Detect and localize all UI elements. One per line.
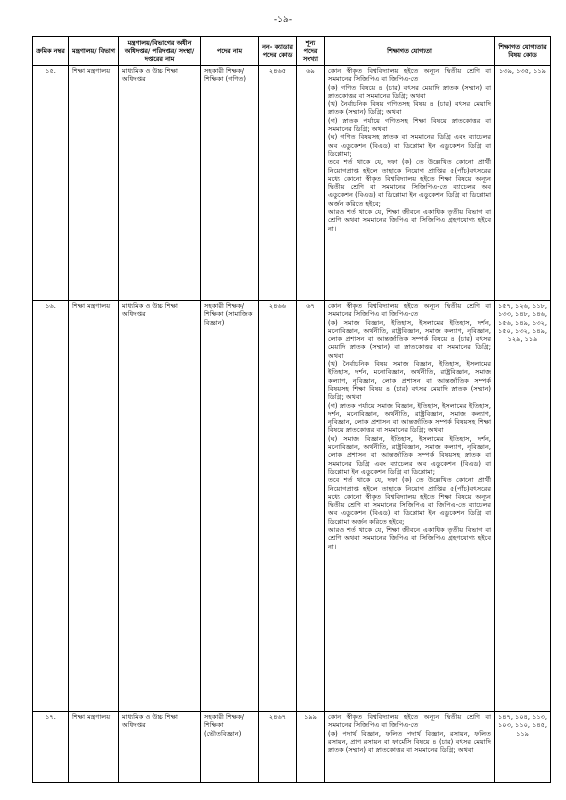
row-department: মাধ্যমিক ও উচ্চ শিক্ষা অধিদপ্তর xyxy=(119,712,201,783)
row-department: মাধ্যমিক ও উচ্চ শিক্ষা অধিদপ্তর xyxy=(119,301,201,712)
table-row xyxy=(33,712,551,783)
qualification-line: (গ) স্নাতক পর্যায়ে সমাজ বিজ্ঞান, ইতিহাস, ইসলামের ইতিহাস, দর্শন, মনোবিজ্ঞান, অর্থনীতি, রাষ্ট্রবিজ্ঞান, সমাজ কল্যাণ, নৃবিজ্ঞান, লোক প্রশাসন বা আন্তর্জাতিক সম্পর্ক বিষয়সহ শিক্ষা বিষয়ে স্নাতকোত্তর বা সমমানের ডিগ্রি; অথবা xyxy=(328,401,491,435)
header-qualification: শিক্ষাগত যোগ্যতা xyxy=(325,37,495,66)
row-subject-code: ১৩৯, ১৩৫, ১১৯ xyxy=(495,66,551,301)
vacancy-table xyxy=(32,36,551,783)
row-code: ২৪৬৭ xyxy=(259,712,297,783)
header-subject-code: শিক্ষাগত যোগ্যতার বিষয় কোড xyxy=(495,37,551,66)
page-number: -১৯- xyxy=(273,15,293,25)
qualification-line: কোন স্বীকৃত বিশ্ববিদ্যালয় হইতে অন্যূন দ্বিতীয় শ্রেণি বা সমমানের সিজিপিএ বা জিপিএ-তে xyxy=(328,302,491,319)
row-serial: ১৫. xyxy=(33,66,69,301)
qualification-line: আরও শর্ত থাকে যে, শিক্ষা জীবনে একাধিক তৃতীয় বিভাগ বা শ্রেণি অথবা সমমানের জিপিএ বা সিজিপিএ গ্রহণযোগ্য হইবে না। xyxy=(328,208,491,233)
qualification-line: (ক) গণিত বিষয়ে ৪ (চার) বৎসর মেয়াদি স্নাতক (সম্মান) বা স্নাতকোত্তর বা সমমানের ডিগ্রি; অথবা xyxy=(328,83,491,100)
row-serial: ১৬. xyxy=(33,301,69,712)
header-ministry: মন্ত্রণালয়/ বিভাগ xyxy=(69,37,119,66)
row-post: সহকারী শিক্ষক/ শিক্ষিকা (গণিত) xyxy=(201,66,259,301)
table-row xyxy=(33,66,551,301)
qualification-line: তবে শর্ত থাকে যে, দফা (ক) তে উল্লেখিত কোনো প্রার্থী নিয়োগপ্রাপ্ত হইলে তাহাকে নিয়োগ প্রাপ্তির ৫(পাঁচ)বৎসরের মধ্যে কোনো স্বীকৃত বিশ্ববিদ্যালয় হইতে শিক্ষা বিষয়ে অন্যূন দ্বিতীয় শ্রেণি বা সমমানের সিজিপিএ বা জিপিএ-তে ব্যাচেলর অব এডুকেশন (বিএড) বা ডিপ্লোমা ইন এডুকেশন ডিগ্রি বা ডিপ্লোমা অর্জন করিতে হইবে; xyxy=(328,476,491,526)
row-qualification xyxy=(325,66,495,301)
row-ministry: শিক্ষা মন্ত্রণালয় xyxy=(69,712,119,783)
table-header-row xyxy=(33,37,551,66)
row-ministry: শিক্ষা মন্ত্রণালয় xyxy=(69,301,119,712)
qualification-line: কোন স্বীকৃত বিশ্ববিদ্যালয় হইতে অন্যূন দ্বিতীয় শ্রেণি বা সমমানের সিজিপিএ বা জিপিএ-তে xyxy=(328,713,491,730)
row-subject-code: ১৫৭, ১২৬, ১১৮, ১৩৩, ১৪৮, ১৪৬, ১৫৬, ১৪৯, ১৩২, ১৫০, ১৩২, ১৪৯, ১২৯, ১১৯ xyxy=(495,301,551,712)
row-post: সহকারী শিক্ষক/ শিক্ষিকা (সামাজিক বিজ্ঞান) xyxy=(201,301,259,712)
header-code: নন- ক্যাডার পদের কোড xyxy=(259,37,297,66)
header-post: পদের নাম xyxy=(201,37,259,66)
row-department: মাধ্যমিক ও উচ্চ শিক্ষা অধিদপ্তর xyxy=(119,66,201,301)
row-vacancy: ৬৭ xyxy=(297,301,325,712)
header-vacancy: শূন্য পদের সংখ্যা xyxy=(297,37,325,66)
row-qualification xyxy=(325,712,495,783)
row-serial: ১৭. xyxy=(33,712,69,783)
row-code: ২৪৬৬ xyxy=(259,301,297,712)
row-qualification xyxy=(325,301,495,712)
row-post: সহকারী শিক্ষক/ শিক্ষিকা (ভৌতবিজ্ঞান) xyxy=(201,712,259,783)
qualification-line: কোন স্বীকৃত বিশ্ববিদ্যালয় হইতে অন্যূন দ্বিতীয় শ্রেণি বা সমমানের সিজিপিএ বা জিপিএ-তে xyxy=(328,67,491,84)
row-ministry: শিক্ষা মন্ত্রণালয় xyxy=(69,66,119,301)
row-subject-code: ১৪৭, ১০৪, ১১৩, ১০৩, ১১০, ১৪৫, ১১৯ xyxy=(495,712,551,783)
qualification-line: (ঘ) সমাজ বিজ্ঞান, ইতিহাস, ইসলামের ইতিহাস, দর্শন, মনোবিজ্ঞান, অর্থনীতি, রাষ্ট্রবিজ্ঞান, সমাজ কল্যাণ, নৃবিজ্ঞান, লোক প্রশাসন বা আন্তর্জাতিক সম্পর্ক বিষয়সহ স্নাতক বা সমমানের ডিগ্রি এবং ব্যাচেলর অব এডুকেশন (বিএড) বা ডিপ্লোমা ইন এডুকেশন ডিগ্রি বা ডিপ্লোমা; xyxy=(328,434,491,476)
header-serial: ক্রমিক নম্বর xyxy=(33,37,69,66)
qualification-line: (ক) সমাজ বিজ্ঞান, ইতিহাস, ইসলামের ইতিহাস, দর্শন, মনোবিজ্ঞান, অর্থনীতি, রাষ্ট্রবিজ্ঞান, সমাজ কল্যাণ, নৃবিজ্ঞান, লোক প্রশাসন বা আন্তর্জাতিক সম্পর্ক বিষয়ে ৪ (চার) বৎসর মেয়াদি স্নাতক (সম্মান) বা স্নাতকোত্তর বা সমমানের ডিগ্রি; অথবা xyxy=(328,318,491,360)
qualification-line: (গ) স্নাতক পর্যায়ে গণিতসহ শিক্ষা বিষয়ে স্নাতকোত্তর বা সমমানের ডিগ্রি; অথবা xyxy=(328,116,491,134)
table-row xyxy=(33,301,551,712)
qualification-line: (ক) পদার্থ বিজ্ঞান, ফলিত পদার্থ বিজ্ঞান, রসায়ন, ফলিত রসায়ন, প্রাণ রসায়ন বা ফার্মেসি বিষয়ে ৪ (চার) বৎসর মেয়াদি স্নাতক (সম্মান) বা স্নাতকোত্তর বা সমমানের ডিগ্রি; অথবা xyxy=(328,729,491,755)
row-vacancy: ১৯৯ xyxy=(297,712,325,783)
row-vacancy: ৬৯ xyxy=(297,66,325,301)
qualification-line: (খ) নৈর্বাচনিক বিষয় গণিতসহ বিষয় ৪ (চার) বৎসর মেয়াদি স্নাতক (সম্মান) ডিগ্রি; অথবা xyxy=(328,100,491,117)
row-code: ২৪৬৫ xyxy=(259,66,297,301)
qualification-line: (ঘ) গণিত বিষয়সহ স্নাতক বা সমমানের ডিগ্রি এবং ব্যাচেলর অব এডুকেশন (বিএড) বা ডিপ্লোমা ইন এডুকেশন ডিগ্রি বা ডিপ্লোমা; xyxy=(328,133,491,158)
qualification-line: আরও শর্ত থাকে যে, শিক্ষা জীবনে একাধিক তৃতীয় বিভাগ বা শ্রেণি অথবা সমমানের জিপিএ বা সিজিপিএ গ্রহণযোগ্য হইবে না। xyxy=(328,526,491,551)
qualification-line: তবে শর্ত থাকে যে, দফা (ক) তে উল্লেখিত কোনো প্রার্থী নিয়োগপ্রাপ্ত হইলে তাহাকে নিয়োগ প্রাপ্তির ৫(পাঁচ)বৎসরের মধ্যে কোনো স্বীকৃত বিশ্ববিদ্যালয় হইতে শিক্ষা বিষয়ে অন্যূন দ্বিতীয় শ্রেণি বা সমমানের সিজিপিএ-তে ব্যাচেলর অব এডুকেশন (বিএড) বা ডিপ্লোমা ইন এডুকেশন ডিগ্রি বা ডিপ্লোমা অর্জন করিতে হইবে; xyxy=(328,158,491,208)
header-department: মন্ত্রণালয়/বিভাগের অধীন অধিদপ্তর/ পরিদপ্তর/ সংস্থা/দপ্তরের নাম xyxy=(119,37,201,66)
qualification-line: (খ) নৈর্বাচনিক বিষয় সমাজ বিজ্ঞান, ইতিহাস, ইসলামের ইতিহাস, দর্শন, মনোবিজ্ঞান, অর্থনীতি, রাষ্ট্রবিজ্ঞান, সমাজ কল্যাণ, নৃবিজ্ঞান, লোক প্রশাসন বা আন্তর্জাতিক সম্পর্ক বিষয়সহ শিক্ষা বিষয় ৪ (চার) বৎসর মেয়াদি স্নাতক (সম্মান) ডিগ্রি; অথবা xyxy=(328,360,491,402)
